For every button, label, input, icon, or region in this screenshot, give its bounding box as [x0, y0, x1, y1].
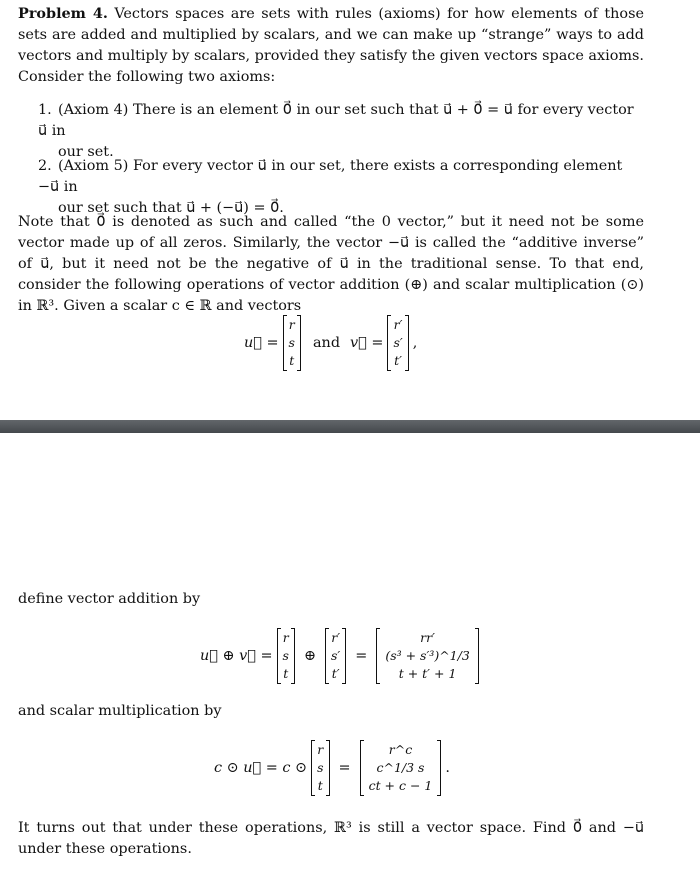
addition-result-matrix: [376, 628, 478, 684]
matrix-entry: r′: [331, 630, 341, 645]
oplus-operator: ⊕: [303, 647, 316, 664]
matrix-entry: s′: [393, 335, 403, 350]
note-paragraph: Note that 0⃗ is denoted as such and called “the 0 vector,” but it need not be some vector made up of all zeros. Similarly, the vector −u⃗ is called the “additive inverse” of u⃗, but it need not be the negative of u⃗ in the traditional sense. To that end, consider the following operations of vector addition (⊕) and scalar multiplication (⊙) in ℝ³. Given a scalar c ∈ ℝ and vectors: [18, 214, 644, 314]
define-addition-text: define vector addition by: [18, 591, 201, 607]
addition-matrix-v: [325, 628, 346, 684]
problem-intro: [18, 3, 644, 88]
matrix-entry: rr′: [420, 630, 435, 645]
matrix-entry: r^c: [388, 742, 413, 757]
comma: ,: [412, 334, 418, 351]
axiom-text: (Axiom 4) There is an element 0⃗ in our set such that u⃗ + 0⃗ = u⃗ for every vector u⃗ in: [38, 102, 634, 139]
problem-label: Problem 4.: [18, 5, 108, 22]
matrix-entry: r: [317, 742, 324, 757]
axiom-number: 2.: [38, 158, 52, 174]
matrix-entry: r′: [393, 317, 403, 332]
matrix-entry: t′: [331, 666, 340, 681]
closing-paragraph: It turns out that under these operations, ℝ³ is still a vector space. Find 0⃗ and −u⃗ under these operations.: [18, 820, 644, 857]
matrix-entry: ct + c − 1: [368, 778, 433, 793]
axiom-text: (Axiom 5) For every vector u⃗ in our set, there exists a corresponding element −u⃗ in: [38, 158, 623, 195]
matrix-entry: t + t′ + 1: [398, 666, 457, 681]
matrix-entry: (s³ + s′³)^1/3: [385, 648, 470, 663]
matrix-entry: r: [282, 630, 289, 645]
matrix-entry: s: [317, 760, 324, 775]
page-divider: [0, 420, 700, 433]
matrix-entry: t: [317, 778, 323, 793]
matrix-entry: r: [288, 317, 295, 332]
u-label: u⃗ =: [244, 334, 279, 351]
matrix-entry: t′: [394, 353, 402, 368]
v-label: v⃗ =: [350, 334, 384, 351]
vectors-equation: [244, 314, 417, 372]
problem-intro-text: Vectors spaces are sets with rules (axioms) for how elements of those sets are added and multiplied by scalars, and we can make up “strange” ways to add vectors and multiply by scalars, provided they satisfy the given vectors space axioms. Consider the following two axioms:: [18, 6, 644, 85]
v-matrix: [387, 315, 408, 371]
scalar-lhs: c ⊙ u⃗ = c ⊙: [214, 759, 308, 776]
u-matrix: [283, 315, 301, 371]
equals-sign: =: [338, 759, 351, 776]
scalar-equation: [214, 738, 450, 798]
matrix-entry: t: [283, 666, 289, 681]
axiom-item-2: [38, 156, 644, 219]
axiom-text-continued: our set.: [58, 144, 114, 160]
addition-matrix-u: [277, 628, 295, 684]
matrix-entry: s: [282, 648, 289, 663]
matrix-entry: c^1/3 s: [376, 760, 425, 775]
define-scalar-text: and scalar multiplication by: [18, 703, 222, 719]
and-word: and: [312, 334, 341, 351]
axiom-number: 1.: [38, 102, 52, 118]
scalar-matrix-u: [311, 740, 329, 796]
axiom-item-1: [38, 100, 644, 163]
matrix-entry: t: [289, 353, 295, 368]
equals-sign: =: [355, 647, 368, 664]
axiom-text-continued: our set such that u⃗ + (−u⃗) = 0⃗.: [58, 200, 284, 216]
matrix-entry: s: [288, 335, 295, 350]
matrix-entry: s′: [331, 648, 341, 663]
addition-lhs: u⃗ ⊕ v⃗ =: [200, 647, 273, 664]
addition-equation: [200, 626, 483, 686]
period: .: [445, 759, 450, 776]
scalar-result-matrix: [360, 740, 442, 796]
